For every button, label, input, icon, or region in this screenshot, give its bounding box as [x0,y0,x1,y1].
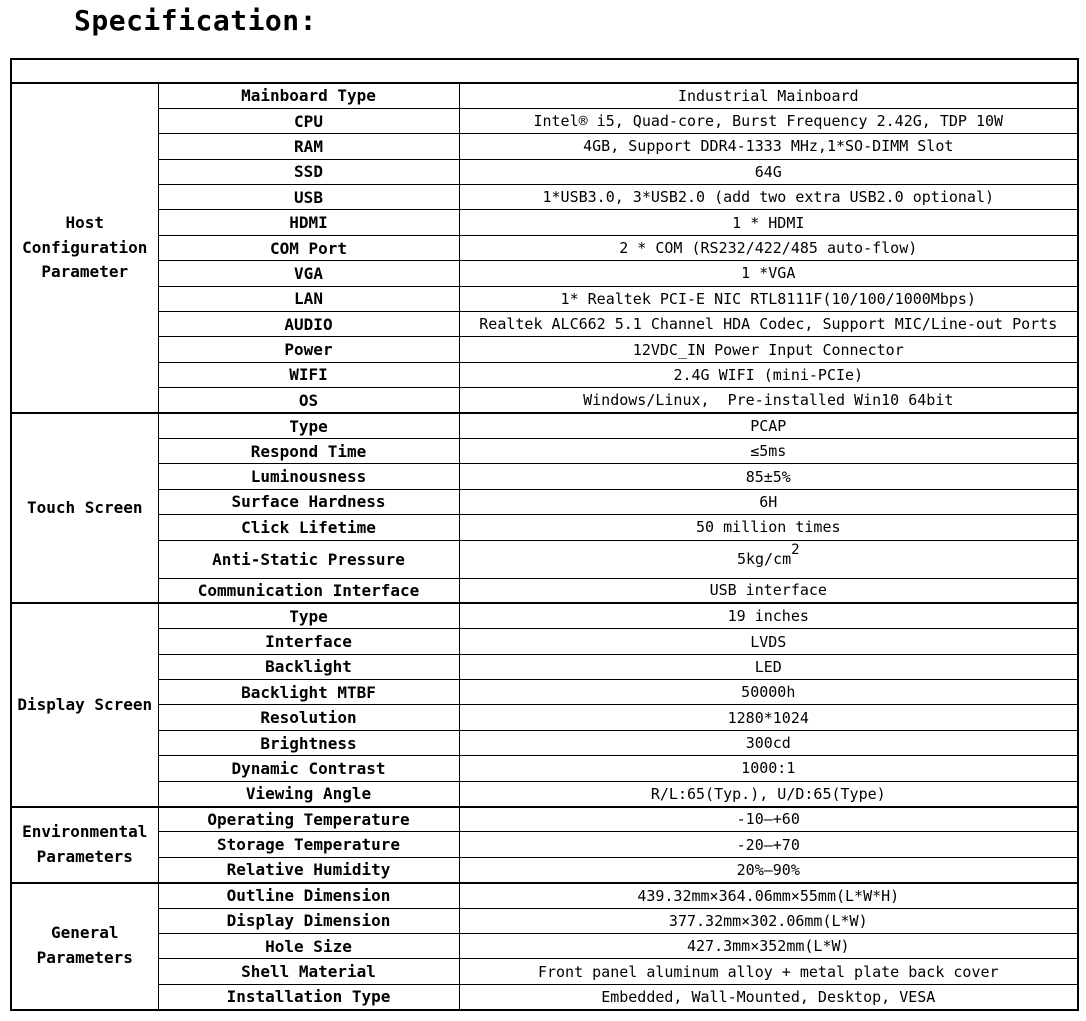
spec-value-cell: LED [459,654,1078,679]
spec-label-cell: Resolution [158,705,459,730]
table-row [11,857,1078,882]
table-row [11,134,1078,159]
spec-label-cell: Brightness [158,730,459,755]
table-row [11,781,1078,806]
section-header-cell: Display Screen [11,603,158,806]
spec-value-cell: 12VDC_IN Power Input Connector [459,337,1078,362]
table-row [11,185,1078,210]
section-header-cell: General Parameters [11,883,158,1010]
spec-label-cell: Anti-Static Pressure [158,540,459,578]
spec-value-cell: 50 million times [459,515,1078,540]
table-row [11,959,1078,984]
spec-label-cell: Interface [158,629,459,654]
section-header-cell: Touch Screen [11,413,158,603]
spec-value-cell: -10—+60 [459,807,1078,832]
spec-value-cell: 19 inches [459,603,1078,628]
spec-value-cell: 20%—90% [459,857,1078,882]
spec-label-cell: Hole Size [158,934,459,959]
table-row [11,438,1078,463]
spec-value-cell: 377.32mm×302.06mm(L*W) [459,908,1078,933]
table-row [11,108,1078,133]
spec-value-cell: R/L:65(Typ.), U/D:65(Type) [459,781,1078,806]
spec-label-cell: WIFI [158,362,459,387]
spec-label-cell: OS [158,388,459,413]
spec-label-cell: USB [158,185,459,210]
spec-label-cell: Power [158,337,459,362]
spec-value-cell: 1* Realtek PCI-E NIC RTL8111F(10/100/1000Mbps) [459,286,1078,311]
spec-value-cell: 427.3mm×352mm(L*W) [459,934,1078,959]
spec-label-cell: SSD [158,159,459,184]
table-row [11,578,1078,603]
spec-value-cell: 1000:1 [459,756,1078,781]
table-row [11,832,1078,857]
spec-value-cell: Industrial Mainboard [459,83,1078,108]
table-section [11,83,1078,413]
spec-label-cell: Luminousness [158,464,459,489]
table-row [11,807,1078,832]
table-row [11,413,1078,438]
table-row [11,629,1078,654]
table-row [11,756,1078,781]
spec-label-cell: Operating Temperature [158,807,459,832]
table-section [11,413,1078,603]
spec-value-cell [459,540,1078,578]
spec-value-cell: Windows/Linux, Pre-installed Win10 64bit [459,388,1078,413]
spec-value-cell: 2 * COM (RS232/422/485 auto-flow) [459,235,1078,260]
spec-label-cell: Viewing Angle [158,781,459,806]
table-row [11,680,1078,705]
spec-value-cell: 439.32mm×364.06mm×55mm(L*W*H) [459,883,1078,908]
table-row [11,730,1078,755]
spec-label-cell: Click Lifetime [158,515,459,540]
table-row [11,489,1078,514]
spec-value-cell: 1280*1024 [459,705,1078,730]
superscript: 2 [791,542,800,559]
table-row [11,362,1078,387]
spec-label-cell: Respond Time [158,438,459,463]
spec-label-cell: Storage Temperature [158,832,459,857]
spec-value-cell: 1 *VGA [459,261,1078,286]
table-row [11,235,1078,260]
table-section [11,603,1078,806]
spec-value-cell: 1 * HDMI [459,210,1078,235]
table-row [11,603,1078,628]
spec-value-cell: -20—+70 [459,832,1078,857]
spec-label-cell: Type [158,603,459,628]
table-row [11,159,1078,184]
spec-label-cell: LAN [158,286,459,311]
spec-value-cell: LVDS [459,629,1078,654]
spec-label-cell: CPU [158,108,459,133]
spec-value-cell: Embedded, Wall-Mounted, Desktop, VESA [459,984,1078,1009]
table-row [11,654,1078,679]
spec-label-cell: AUDIO [158,312,459,337]
spec-label-cell: Backlight [158,654,459,679]
table-row [11,540,1078,578]
table-row [11,705,1078,730]
spec-label-cell: Mainboard Type [158,83,459,108]
spec-label-cell: Type [158,413,459,438]
spec-label-cell: RAM [158,134,459,159]
table-row [11,984,1078,1009]
spec-value-cell: 2.4G WIFI (mini-PCIe) [459,362,1078,387]
page-title: Specification: [74,4,318,37]
section-header-cell: Host Configuration Parameter [11,83,158,413]
spec-value-cell: 50000h [459,680,1078,705]
spec-label-cell: Backlight MTBF [158,680,459,705]
spec-value-cell: 4GB, Support DDR4-1333 MHz,1*SO-DIMM Slot [459,134,1078,159]
table-row [11,286,1078,311]
spec-value-cell: 6H [459,489,1078,514]
table-row [11,515,1078,540]
spec-value-cell: ≤5ms [459,438,1078,463]
spec-value-cell: USB interface [459,578,1078,603]
spec-label-cell: Installation Type [158,984,459,1009]
spec-value-cell: 1*USB3.0, 3*USB2.0 (add two extra USB2.0 optional) [459,185,1078,210]
spec-value-cell: Realtek ALC662 5.1 Channel HDA Codec, Support MIC/Line-out Ports [459,312,1078,337]
spec-value-cell: 300cd [459,730,1078,755]
spec-label-cell: Communication Interface [158,578,459,603]
spec-value-cell: Front panel aluminum alloy + metal plate back cover [459,959,1078,984]
table-row [11,261,1078,286]
table-row [11,210,1078,235]
specification-table [10,58,1079,1011]
table-row [11,883,1078,908]
spec-value-cell: Intel® i5, Quad-core, Burst Frequency 2.42G, TDP 10W [459,108,1078,133]
spec-label-cell: VGA [158,261,459,286]
spec-label-cell: Display Dimension [158,908,459,933]
table-row [11,337,1078,362]
spec-value-cell: 64G [459,159,1078,184]
table-row [11,83,1078,108]
section-header-cell: Environmental Parameters [11,807,158,883]
spec-label-cell: COM Port [158,235,459,260]
spec-value-text: 5kg/cm [736,550,792,569]
table-row [11,908,1078,933]
table-row [11,934,1078,959]
spec-value-cell: 85±5% [459,464,1078,489]
table-header-row [11,59,1078,83]
table-section [11,807,1078,883]
spec-label-cell: Outline Dimension [158,883,459,908]
empty-header-cell [11,59,1078,83]
table-section [11,883,1078,1010]
spec-value-cell: PCAP [459,413,1078,438]
spec-label-cell: Relative Humidity [158,857,459,882]
spec-label-cell: HDMI [158,210,459,235]
spec-label-cell: Shell Material [158,959,459,984]
table-row [11,312,1078,337]
table-row [11,464,1078,489]
spec-label-cell: Surface Hardness [158,489,459,514]
spec-label-cell: Dynamic Contrast [158,756,459,781]
table-header-section [11,59,1078,83]
table-row [11,388,1078,413]
